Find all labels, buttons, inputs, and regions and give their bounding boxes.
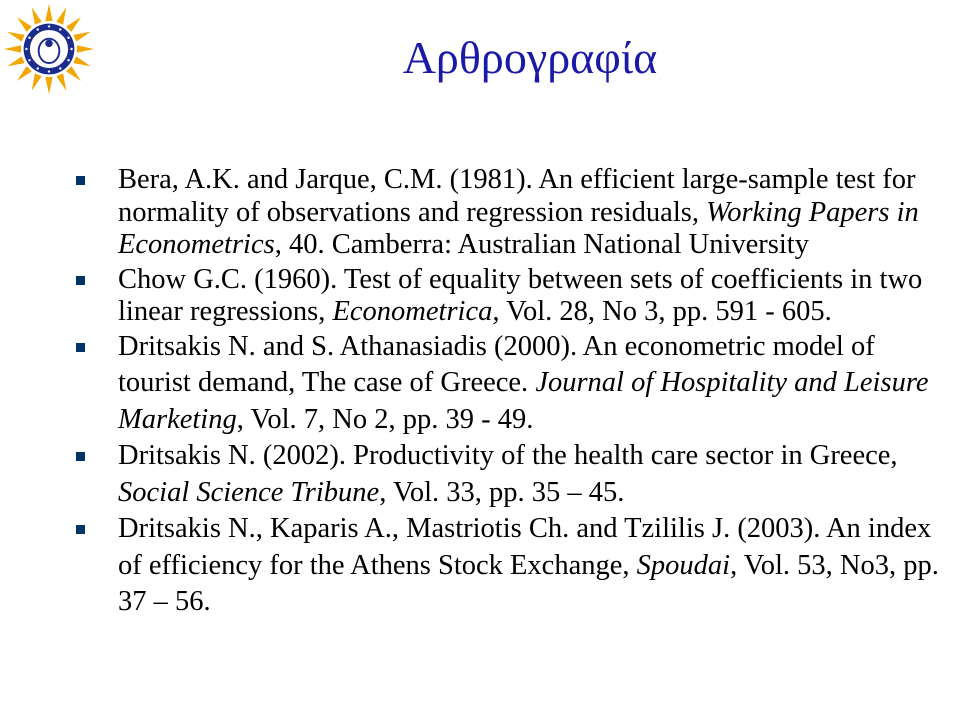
reference-part: Vol. 28, No 3, pp. 591 - 605. — [499, 296, 832, 327]
square-bullet-icon — [76, 176, 85, 185]
reference-part: Dritsakis N. and S. Athanasiadis (2000). An econometric model of tourist demand, The case of Greece. — [118, 330, 875, 398]
reference-part: Dritsakis N., Kaparis A., Mastriotis Ch. and Tzililis J. (2003). An index of efficiency for the Athens Stock Exchange, — [118, 513, 932, 581]
reference-part: , Vol. 33, pp. 35 – 45. — [379, 476, 625, 508]
reference-part: Bera, A.K. and Jarque, C.M. (1981). An efficient large-sample test for normality of observations and regression residuals, — [118, 164, 916, 228]
square-bullet-icon — [76, 276, 85, 285]
square-bullet-icon — [76, 343, 85, 352]
reference-list — [0, 164, 960, 621]
reference-text — [118, 440, 898, 508]
seal-dot — [48, 25, 50, 27]
reference-text — [118, 164, 919, 260]
square-bullet-icon — [76, 452, 85, 461]
reference-part: , Vol. 7, No 2, pp. 39 - 49. — [236, 403, 534, 435]
reference-source: Spoudai — [636, 549, 731, 581]
reference-source: Journal of Hospitality and Leisure Marketing — [118, 367, 929, 435]
reference-source: Working Papers in Econometrics — [118, 196, 919, 260]
reference-item — [0, 264, 960, 329]
reference-item — [0, 511, 960, 621]
reference-item — [0, 329, 960, 439]
reference-text — [118, 264, 922, 328]
reference-source: Social Science Tribune — [118, 476, 380, 508]
reference-item — [0, 438, 960, 511]
sun-ray — [56, 7, 66, 24]
reference-part: , Vol. 53, No3, pp. 37 – 56. — [118, 549, 939, 617]
reference-text — [118, 513, 939, 617]
reference-source: Econometrica, — [332, 296, 500, 327]
page-title: Αρθρογραφία — [402, 32, 658, 83]
sun-ray — [45, 4, 52, 21]
reference-part: , 40. Camberra: Australian National University — [274, 229, 809, 260]
reference-part: Chow G.C. (1960). Test of equality between sets of coefficients in two linear regressions, — [118, 263, 923, 327]
reference-part: Dritsakis N. (2002). Productivity of the health care sector in Greece, — [118, 440, 898, 471]
reference-item — [0, 164, 960, 262]
sun-ray — [32, 7, 42, 24]
reference-text — [118, 331, 929, 435]
square-bullet-icon — [76, 525, 85, 534]
